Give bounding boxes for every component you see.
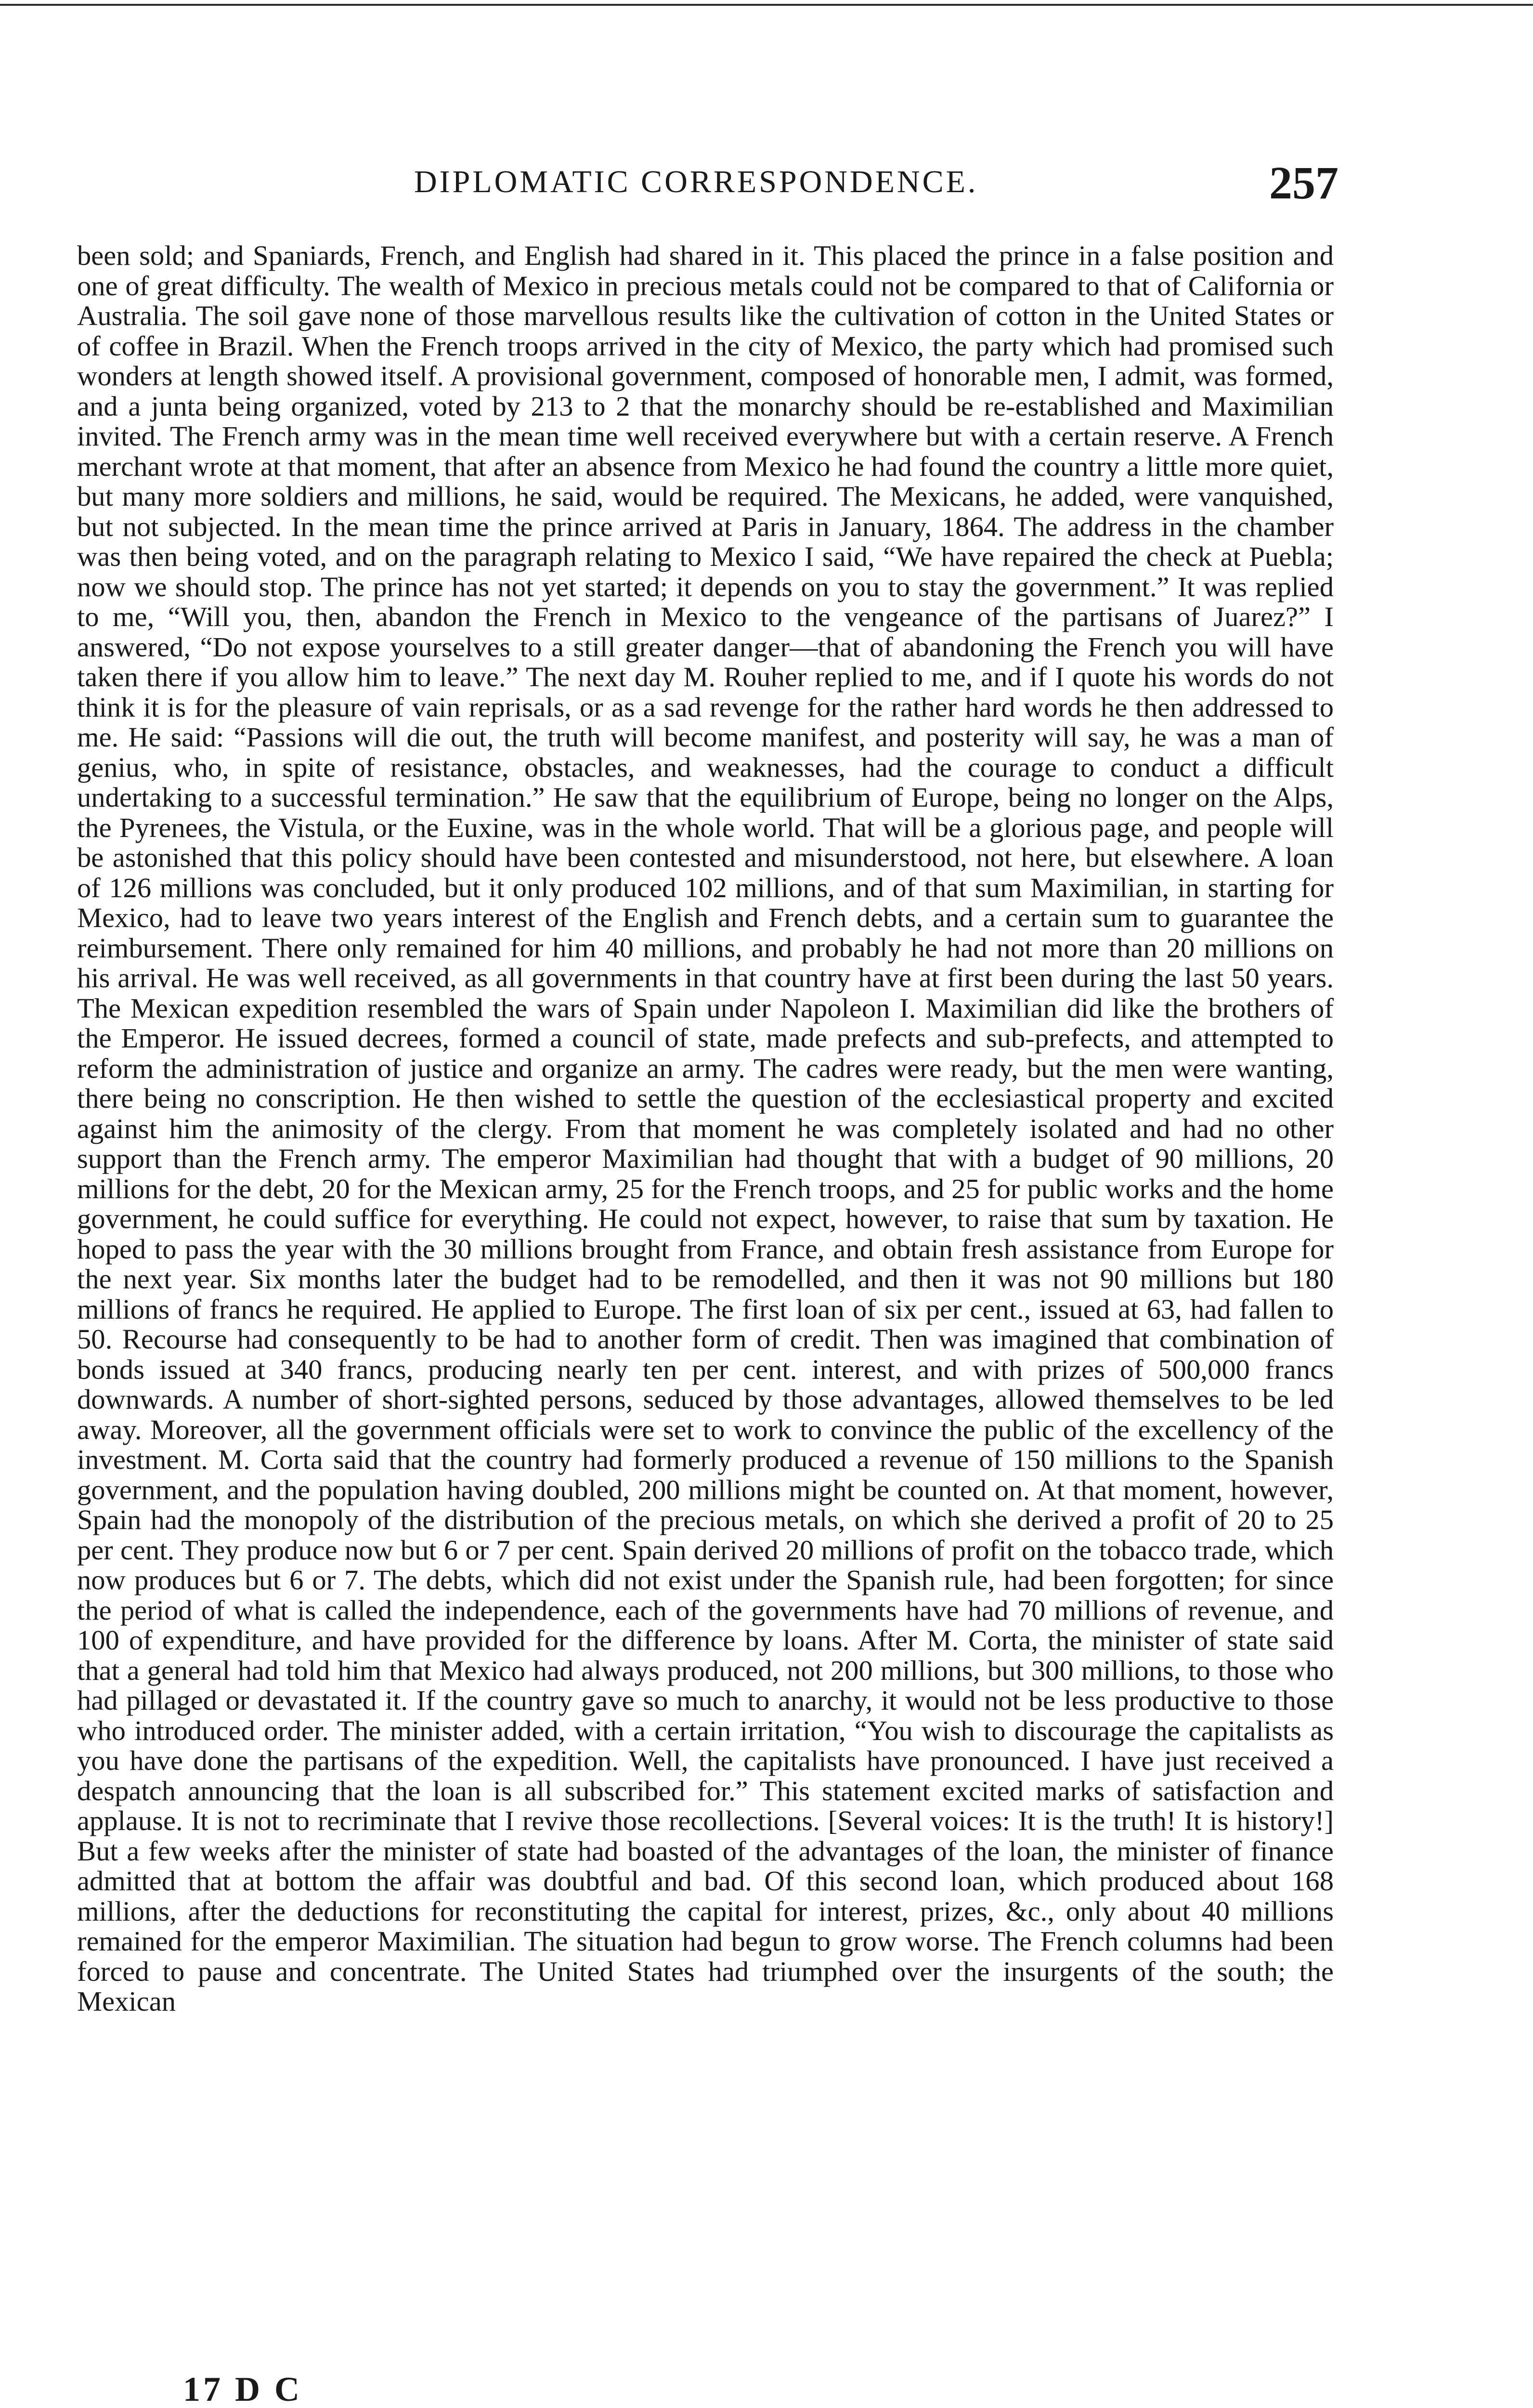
page-header (77, 159, 1338, 212)
page-number: 257 (1269, 157, 1338, 209)
printer-signature-mark: 17 D C (183, 2370, 302, 2408)
running-head: DIPLOMATIC CORRESPONDENCE. (414, 164, 978, 199)
top-border-rule (0, 4, 1533, 6)
body-paragraph: been sold; and Spaniards, French, and English had shared in it. This placed the prince in a false position and one of great difficulty. The wealth of Mexico in precious metals could not be compared to that of California or Australia. The soil gave none of those marvellous results like the cultivation of cotton in the United States or of coffee in Brazil. When the French troops arrived in the city of Mexico, the party which had promised such wonders at length showed itself. A provisional government, composed of honorable men, I admit, was formed, and a junta being organized, voted by 213 to 2 that the monarchy should be re-established and Maximilian invited. The French army was in the mean time well received everywhere but with a certain reserve. A French merchant wrote at that moment, that after an absence from Mexico he had found the country a little more quiet, but many more soldiers and millions, he said, would be required. The Mexicans, he added, were vanquished, but not subjected. In the mean time the prince arrived at Paris in January, 1864. The address in the chamber was then being voted, and on the paragraph relating to Mexico I said, “We have repaired the check at Puebla; now we should stop. The prince has not yet started; it depends on you to stay the government.” It was replied to me, “Will you, then, abandon the French in Mexico to the vengeance of the partisans of Juarez?” I answered, “Do not expose yourselves to a still greater danger—that of abandoning the French you will have taken there if you allow him to leave.” The next day M. Rouher replied to me, and if I quote his words do not think it is for the pleasure of vain reprisals, or as a sad revenge for the rather hard words he then addressed to me. He said: “Passions will die out, the truth will become manifest, and posterity will say, he was a man of genius, who, in spite of resistance, obstacles, and weaknesses, had the courage to conduct a difficult undertaking to a successful termination.” He saw that the equilibrium of Europe, being no longer on the Alps, the Pyrenees, the Vistula, or the Euxine, was in the whole world. That will be a glorious page, and people will be astonished that this policy should have been contested and misunderstood, not here, but elsewhere. A loan of 126 millions was concluded, but it only produced 102 millions, and of that sum Maximilian, in starting for Mexico, had to leave two years interest of the English and French debts, and a certain sum to guarantee the reimbursement. There only remained for him 40 millions, and probably he had not more than 20 millions on his arrival. He was well received, as all governments in that country have at first been during the last 50 years. The Mexican expedition resembled the wars of Spain under Napoleon I. Maximilian did like the brothers of the Emperor. He issued decrees, formed a council of state, made prefects and sub-prefects, and attempted to reform the administration of justice and organize an army. The cadres were ready, but the men were wanting, there being no conscription. He then wished to settle the question of the ecclesiastical property and excited against him the animosity of the clergy. From that moment he was completely isolated and had no other support than the French army. The emperor Maximilian had thought that with a budget of 90 millions, 20 millions for the debt, 20 for the Mexican army, 25 for the French troops, and 25 for public works and the home government, he could suffice for everything. He could not expect, however, to raise that sum by taxation. He hoped to pass the year with the 30 millions brought from France, and obtain fresh assistance from Europe for the next year. Six months later the budget had to be remodelled, and then it was not 90 millions but 180 millions of francs he required. He applied to Europe. The first loan of six per cent., issued at 63, had fallen to 50. Recourse had consequently to be had to another form of credit. Then was imagined that combination of bonds issued at 340 francs, producing nearly ten per cent. interest, and with prizes of 500,000 francs downwards. A number of short-sighted persons, seduced by those advantages, allowed themselves to be led away. Moreover, all the government officials were set to work to convince the public of the excellency of the investment. M. Corta said that the country had formerly produced a revenue of 150 millions to the Spanish government, and the population having doubled, 200 millions might be counted on. At that moment, however, Spain had the monopoly of the distribution of the precious metals, on which she derived a profit of 20 to 25 per cent. They produce now but 6 or 7 per cent. Spain derived 20 millions of profit on the tobacco trade, which now produces but 6 or 7. The debts, which did not exist under the Spanish rule, had been forgotten; for since the period of what is called the independence, each of the governments have had 70 millions of revenue, and 100 of expenditure, and have provided for the difference by loans. After M. Corta, the minister of state said that a general had told him that Mexico had always produced, not 200 millions, but 300 millions, to those who had pillaged or devastated it. If the country gave so much to anarchy, it would not be less productive to those who introduced order. The minister added, with a certain irritation, “You wish to discourage the capitalists as you have done the partisans of the expedition. Well, the capitalists have pronounced. I have just received a despatch announcing that the loan is all subscribed for.” This statement excited marks of satisfaction and applause. It is not to recriminate that I revive those recollections. [Several voices: It is the truth! It is history!] But a few weeks after the minister of state had boasted of the advantages of the loan, the minister of finance admitted that at bottom the affair was doubtful and bad. Of this second loan, which produced about 168 millions, after the deductions for reconstituting the capital for interest, prizes, &c., only about 40 millions remained for the emperor Maximilian. The situation had begun to grow worse. The French columns had been forced to pause and concentrate. The United States had triumphed over the insurgents of the south; the Mexican (77, 240, 1334, 2017)
